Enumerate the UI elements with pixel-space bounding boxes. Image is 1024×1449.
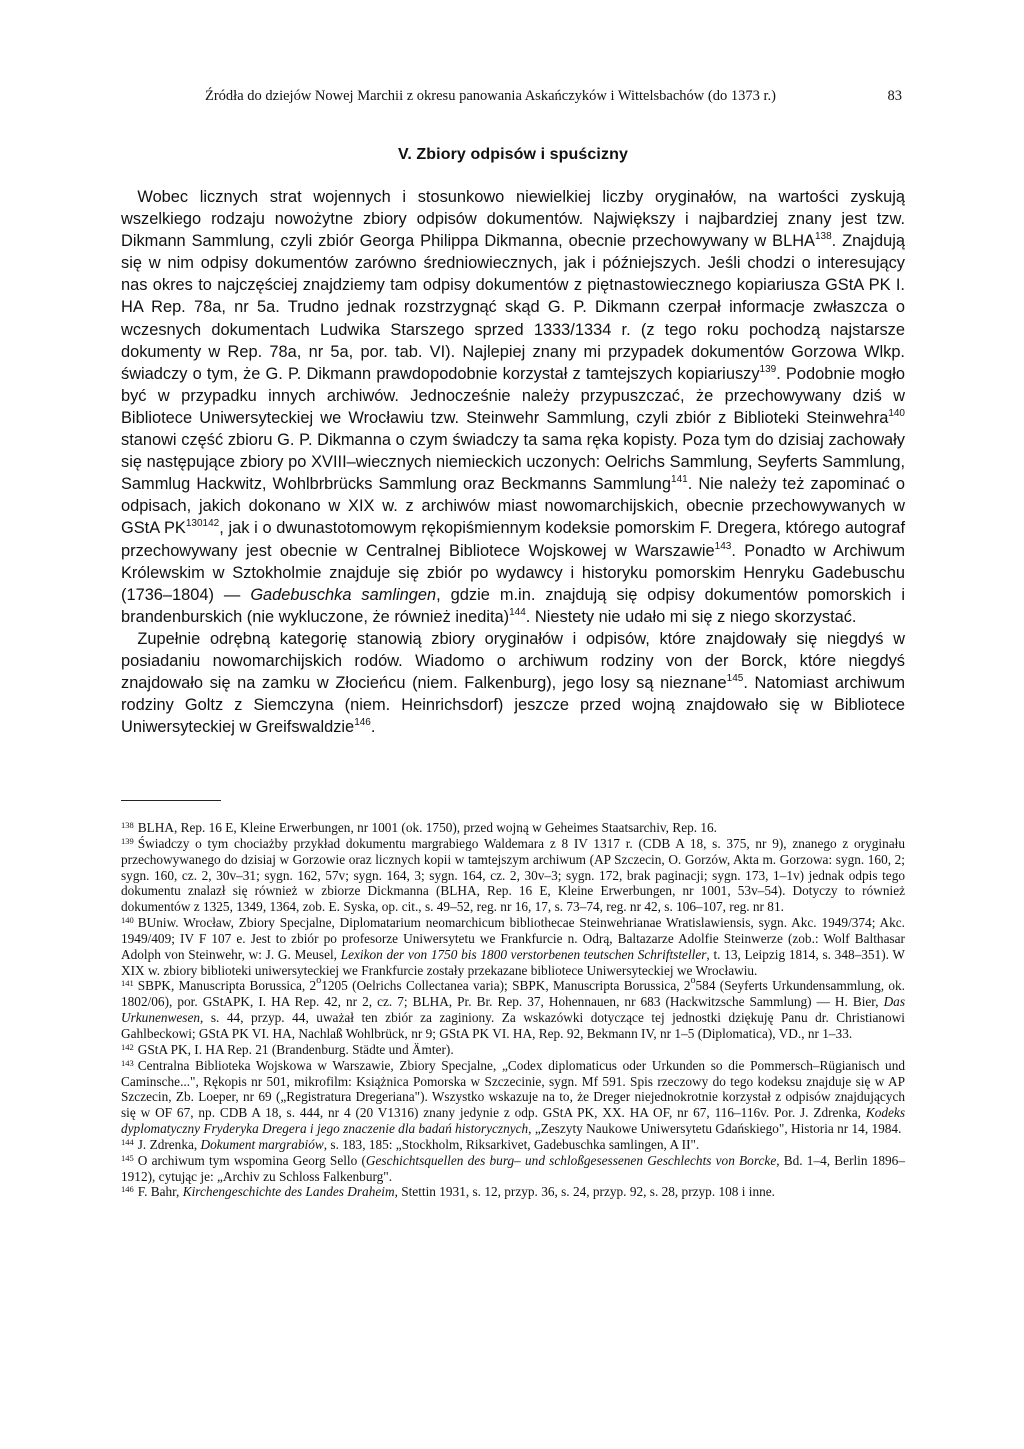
footnote-text: , t. 13, Leipzig 1814, s. 348–351). W XIX w. zbiory biblioteki uniwersyteckiej we Frankfurcie zostały przekazane bibliotece Uniwersyteckiej we Wrocławiu. [121, 946, 905, 978]
footnote-separator [121, 800, 221, 801]
text-run: . Ponadto w Archiwum Królewskim w Sztokholmie znajduje się zbiór po wydawcy i historyku pomorskim Henryku Gadebuschu (1736–1804) — [121, 541, 905, 604]
footnote-text: BUniw. Wrocław, Zbiory Specjalne, Diplomatarium neomarchicum bibliothecae Steinwehrianae Wratislawiensis, sygn. Akc. 1949/374; Akc. 1949/409; IV F 107 e. Jest to zbiór po profesorze Uniwersytetu we Frankfurcie n. Odrą, Baltazarze Adolfie Steinwerze (zob.: Wolf Balthasar Adolph von Steinwehr, w: J. G. Meusel, [121, 915, 905, 962]
running-head [121, 88, 905, 110]
footnote-142 [121, 1042, 905, 1058]
footnote-number: 138 [121, 820, 134, 830]
footnote-text: BLHA, Rep. 16 E, Kleine Erwerbungen, nr 1001 (ok. 1750), przed wojną w Geheimes Staatsarchiv, Rep. 16. [137, 820, 718, 835]
footnote-146 [121, 1184, 905, 1200]
text-run: . Podobnie mogło być w przypadku innych archiwów. Jednocześnie należy przypuszczać, że przechowywany dziś w Bibliotece Uniwersyteckiej we Wrocławiu tzw. Steinwehr Sammlung, czyli zbiór z Biblioteki Steinwehra [121, 364, 905, 427]
text-run: , gdzie m.in. znajdują się odpisy dokumentów pomorskich i brandenburskich (nie wykluczone, że również inedita) [121, 585, 905, 626]
footnote-number: 142 [121, 1041, 134, 1052]
degree-mark: o [690, 975, 696, 987]
footnote-145 [121, 1153, 905, 1185]
footnote-ref-141: 141 [671, 474, 688, 486]
footnote-text: , s. 44, przyp. 44, uważał ten zbiór za zaginiony. Za wskazówki dotyczące tej jednostki dziękuję Panu dr. Christianowi Gahlbeckowi; GStA PK VI. HA, Nachlaß Wohlbrück, nr 9; GStA PK VI. HA, Rep. 92, Bekmann IV, nr 1–5 (Diplomatica), VD., nr 1–33. [121, 1010, 905, 1041]
footnote-number: 139 [121, 835, 134, 846]
footnote-ref-146: 146 [354, 717, 371, 729]
page-number: 83 [887, 88, 902, 104]
footnote-number: 144 [121, 1136, 134, 1147]
footnote-ref-144: 144 [509, 606, 526, 618]
italic-title: Das Urkunenwesen [121, 994, 905, 1026]
text-run: . [370, 718, 376, 737]
italic-title: Kirchengeschichte des Landes Draheim [182, 1184, 395, 1200]
footnotes [121, 820, 905, 1200]
body-text [121, 186, 905, 738]
footnote-text: , Bd. 1–4, Berlin 1896–1912), cytując je: „Archiv zu Schloss Falkenburg". [121, 1152, 905, 1184]
text-run: stanowi część zbioru G. P. Dikmanna o czym świadczy ta sama ręka kopisty. Poza tym do dzisiaj zachowały się następujące zbiory po XVIII–wiecznych niemieckich uczonych: Oelrichs Sammlung, Seyferts Sammlung, Sammlug Hackwitz, Wohlbrbrücks Sammlung oraz Beckmanns Sammlung [121, 431, 905, 494]
italic-title: Kodeks dyplomatyczny Fryderyka Dregera i jego znaczenie dla badań historycznych [121, 1105, 905, 1137]
footnote-text: 1205 (Oelrichs Collectanea varia); SBPK, Manuscripta Borussica, 2 [321, 978, 691, 994]
text-run: . Natomiast archiwum rodziny Goltz z Siemczyna (niem. Heinrichsdorf) jeszcze przed wojną znajdowało się w Bibliotece Uniwersyteckiej w Greifswaldzie [121, 674, 906, 737]
footnote-number: 143 [121, 1057, 134, 1068]
footnote-number: 141 [121, 978, 134, 989]
paragraph-1 [121, 186, 905, 628]
footnote-text: F. Bahr, [137, 1184, 183, 1200]
footnote-141 [121, 975, 905, 1041]
footnote-ref-140: 140 [888, 407, 905, 419]
italic-title: Lexikon der von 1750 bis 1800 verstorbenen teutschen Schriftsteller [340, 946, 707, 962]
footnote-ref-143: 143 [714, 540, 732, 552]
footnote-text: GStA PK, I. HA Rep. 21 (Brandenburg. Städte und Ämter). [137, 1041, 454, 1057]
footnote-138 [121, 820, 905, 836]
footnote-number: 145 [121, 1152, 134, 1163]
text-run: . Nie należy też zapominać o odpisach, jakich dokonano w XIX w. z archiwów miast nowomarchijskich, obecnie przechowywanych w GStA PK [121, 475, 905, 538]
footnote-text: Świadczy o tym chociażby przykład dokumentu margrabiego Waldemara z 8 IV 1317 r. (CDB A 18, s. 375, nr 9), znanego z oryginału przechowywanego do dzisiaj w Gorzowie oraz licznych kopii w tamtejszym archiwum (AP Szczecin, O. Gorzów, Akta m. Gorzowa: sygn. 160, 2; sygn. 160, cz. 2, 30v–31; sygn. 162, 57v; sygn. 164, 3; sygn. 164, cz. 2, 30v–3; sygn. 172, brak paginacji; sygn. 173, 1–1v) jednak odpis tego dokumentu znalazł się również w zbiorze Dickmanna (BLHA, Rep. 16 E, Kleine Erwerbungen, nr 1001, 53v–54). Dotyczy to również dokumentów z 1325, 1349, 1364, zob. E. Syska, op. cit., s. 49–52, reg. nr 16, 17, s. 73–74, reg. nr 42, s. 106–107, reg. nr 81. [121, 835, 905, 915]
italic-title: Dokument margrabiów [200, 1136, 324, 1152]
footnote-number: 146 [121, 1184, 134, 1195]
paragraph-2 [121, 628, 905, 738]
footnote-text: Centralna Biblioteka Wojskowa w Warszawie, Zbiory Specjalne, „Codex diplomaticus oder Urkunden so die Pommersch–Rügianisch und Caminsche...", Rękopis nr 501, mikrofilm: Książnica Pomorska w Szczecinie, sygn. Mf 591. Spis rzeczowy do tego kodeksu znajduje się w AP Szczecin, Zb. Loeper, nr 69 („Registratura Dregeriana"). Wszystko wskazuje na to, że Dreger niejednokrotnie korzystał z odpisów znajdujących się w OF 67, np. CDB A 18, s. 444, nr 4 (20 V1316) znany jedynie z odp. GStA PK, XX. HA OF, nr 67, 116–116v. Por. J. Zdrenka, [121, 1057, 905, 1121]
footnote-text: O archiwum tym wspomina Georg Sello ( [137, 1152, 366, 1168]
footnote-text: , „Zeszyty Naukowe Uniwersytetu Gdańskiego", Historia nr 14, 1984. [528, 1121, 902, 1137]
footnote-text: SBPK, Manuscripta Borussica, 2 [137, 978, 317, 994]
footnote-ref-138: 138 [814, 231, 832, 243]
text-run: . Znajdują się w nim odpisy dokumentów zarówno średniowiecznych, jak i późniejszych. Jeśli chodzi o interesujący nas okres to najczęściej znajdziemy tam odpisy dokumentów z piętnastowiecznego kopiariusza GStA PK I. HA Rep. 78a, nr 5a. Trudno jednak rozstrzygnąć skąd G. P. Dikmann czerpał informacje zwłaszcza o wczesnych dokumentach Ludwika Starszego sprzed 1333/1334 r. (z tego roku pochodzą najstarsze dokumenty w Rep. 78a, nr 5a, por. tab. VI). Najlepiej znany mi przypadek dokumentów Gorzowa Wlkp. świadczy o tym, że G. P. Dikmann prawdopodobnie korzystał z tamtejszych kopiariuszy [121, 232, 905, 383]
footnote-143 [121, 1058, 905, 1137]
footnote-ref-139: 139 [759, 363, 777, 375]
footnote-text: 584 (Seyferts Urkundensammlung, ok. 1802/06), por. GStAPK, I. HA Rep. 42, nr 2, cz. 7; BLHA, Pr. Br. Rep. 37, Hohennauen, nr 683 (Hackwitzsche Sammlung) — H. Bier, [121, 978, 905, 1010]
section-title: V. Zbiory odpisów i spuścizny [398, 146, 628, 163]
italic-title: Gadebuschka samlingen [250, 585, 437, 604]
footnote-number: 140 [121, 915, 134, 926]
footnote-140 [121, 915, 905, 978]
degree-mark: o [316, 975, 322, 987]
footnote-ref-145: 145 [726, 673, 744, 685]
text-run: Wobec licznych strat wojennych i stosunkowo niewielkiej liczby oryginałów, na wartości zyskują wszelkiego rodzaju nowożytne zbiory odpisów dokumentów. Największy i najbardziej znany jest tzw. Dikmann Sammlung, czyli zbiór Georga Philippa Dikmanna, obecnie przechowywany w BLHA [121, 188, 905, 251]
footnote-text: , Stettin 1931, s. 12, przyp. 36, s. 24, przyp. 92, s. 28, przyp. 108 i inne. [394, 1184, 775, 1200]
text-run: . Niestety nie udało mi się z niego skorzystać. [525, 607, 857, 626]
footnote-text: , s. 183, 185: „Stockholm, Riksarkivet, Gadebuschka samlingen, A II". [323, 1136, 700, 1152]
footnote-144 [121, 1137, 905, 1153]
text-run: Zupełnie odrębną kategorię stanowią zbiory oryginałów i odpisów, które znajdowały się niegdyś w posiadaniu nowomarchijskich rodów. Wiadomo o archiwum rodziny von der Borck, które niegdyś znajdowało się na zamku w Złocieńcu (niem. Falkenburg), jego losy są nieznane [121, 629, 905, 693]
italic-title: Geschichtsquellen des burg– und schloßgesessenen Geschlechts von Borcke [365, 1152, 777, 1168]
text-run: , jak i o dwunastotomowym rękopiśmiennym kodeksie pomorskim F. Dregera, którego autograf przechowywany jest obecnie w Centralnej Bibliotece Wojskowej w Warszawie [121, 519, 906, 560]
footnote-ref-142: 130142 [185, 518, 220, 530]
footnote-139 [121, 836, 905, 915]
running-title: Źródła do dziejów Nowej Marchii z okresu panowania Askańczyków i Wittelsbachów (do 1373 r.) [205, 88, 776, 104]
footnote-text: J. Zdrenka, [137, 1136, 201, 1152]
